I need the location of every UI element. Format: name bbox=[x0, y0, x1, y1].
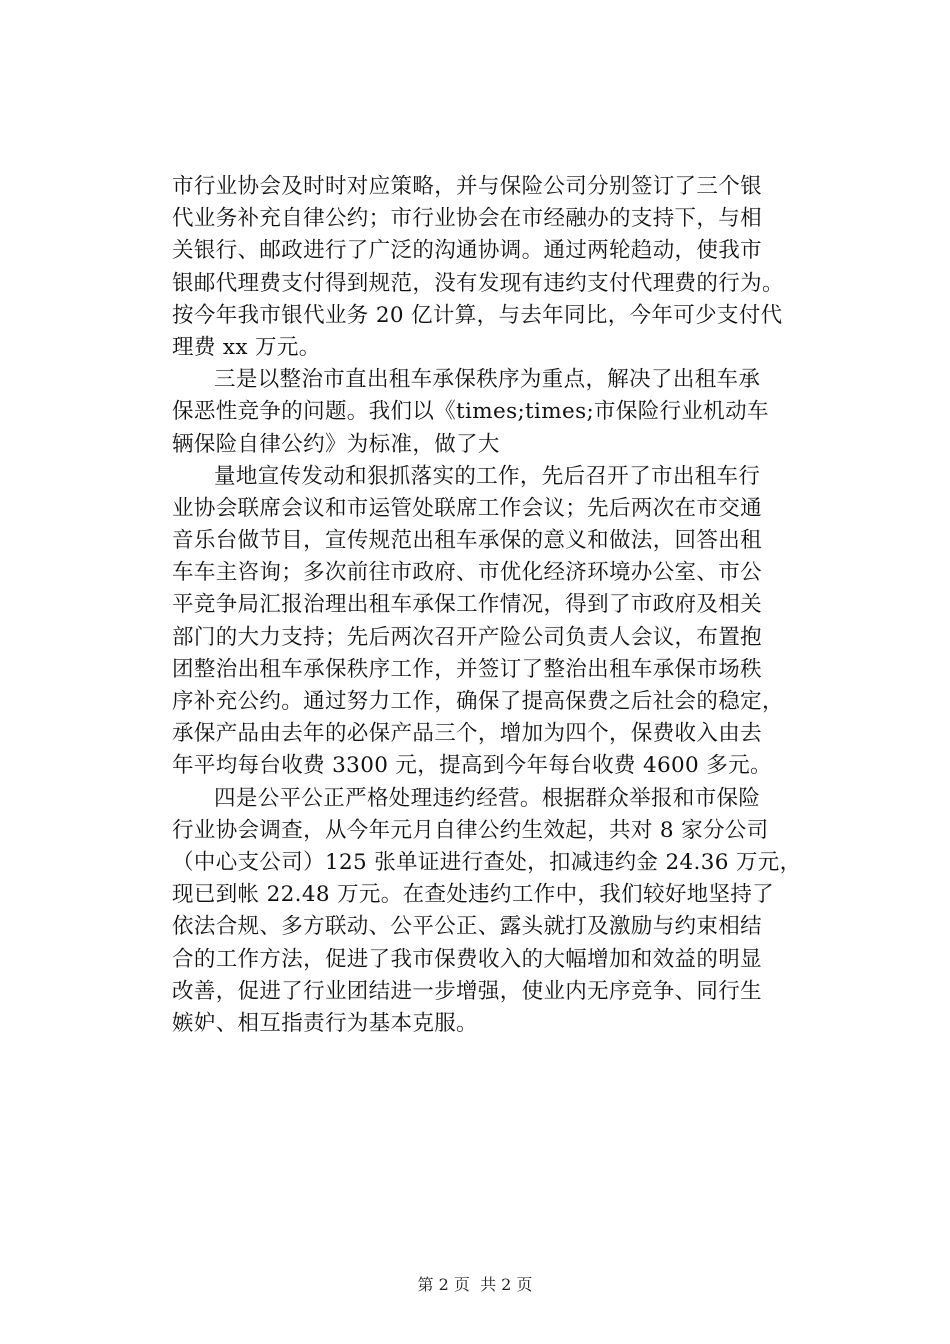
text-line: 部门的大力支持；先后两次召开产险公司负责人会议，布置抱 bbox=[172, 624, 762, 650]
text-line: 合的工作方法，促进了我市保费收入的大幅增加和效益的明显 bbox=[172, 946, 762, 972]
text-line: 保恶性竞争的问题。我们以《times;times;市保险行业机动车 bbox=[172, 399, 769, 425]
text-line: 辆保险自律公约》为标准，做了大 bbox=[172, 431, 500, 457]
text-line: 理费 xx 万元。 bbox=[172, 334, 321, 360]
text-line: 年平均每台收费 3300 元，提高到今年每台收费 4600 多元。 bbox=[172, 753, 772, 779]
text-line: 关银行、邮政进行了广泛的沟通协调。通过两轮趋动，使我市 bbox=[172, 238, 762, 264]
document-body bbox=[172, 171, 862, 1040]
text-line: 承保产品由去年的必保产品三个，增加为四个，保费收入由去 bbox=[172, 721, 762, 747]
text-line: 四是公平公正严格处理违约经营。根据群众举报和市保险 bbox=[214, 785, 761, 811]
text-line: 嫉妒、相互指责行为基本克服。 bbox=[172, 1010, 478, 1036]
text-line: 市行业协会及时时对应策略，并与保险公司分别签订了三个银 bbox=[172, 174, 762, 199]
text-line: 业协会联席会议和市运管处联席工作会议；先后两次在市交通 bbox=[172, 495, 762, 521]
text-line: 音乐台做节目，宣传规范出租车承保的意义和做法，回答出租 bbox=[172, 528, 762, 554]
text-line: 按今年我市银代业务 20 亿计算，与去年同比，今年可少支付代 bbox=[172, 302, 783, 328]
text-line: 三是以整治市直出租车承保秩序为重点，解决了出租车承 bbox=[214, 367, 761, 393]
text-line: 车车主咨询；多次前往市政府、市优化经济环境办公室、市公 bbox=[172, 560, 762, 586]
page-footer: 第 2 页 共 2 页 bbox=[417, 1275, 533, 1294]
text-line: 代业务补充自律公约；市行业协会在市经融办的支持下，与相 bbox=[172, 206, 762, 232]
text-line: 依法合规、多方联动、公平公正、露头就打及激励与约束相结 bbox=[172, 914, 762, 940]
text-line: 量地宣传发动和狠抓落实的工作，先后召开了市出租车行 bbox=[214, 463, 761, 489]
text-line: 平竞争局汇报治理出租车承保工作情况，得到了市政府及相关 bbox=[172, 592, 762, 618]
text-line: 改善，促进了行业团结进一步增强，使业内无序竞争、同行生 bbox=[172, 978, 762, 1004]
text-line: 序补充公约。通过努力工作，确保了提高保费之后社会的稳定， bbox=[172, 689, 784, 714]
text-line: 团整治出租车承保秩序工作，并签订了整治出租车承保市场秩 bbox=[172, 656, 762, 682]
text-line: 现已到帐 22.48 万元。在查处违约工作中，我们较好地坚持了 bbox=[172, 882, 775, 908]
text-line: （中心支公司）125 张单证进行查处，扣减违约金 24.36 万元， bbox=[172, 849, 802, 875]
text-line: 行业协会调查，从今年元月自律公约生效起，共对 8 家分公司 bbox=[172, 817, 769, 843]
text-line: 银邮代理费支付得到规范，没有发现有违约支付代理费的行为。 bbox=[172, 270, 784, 296]
